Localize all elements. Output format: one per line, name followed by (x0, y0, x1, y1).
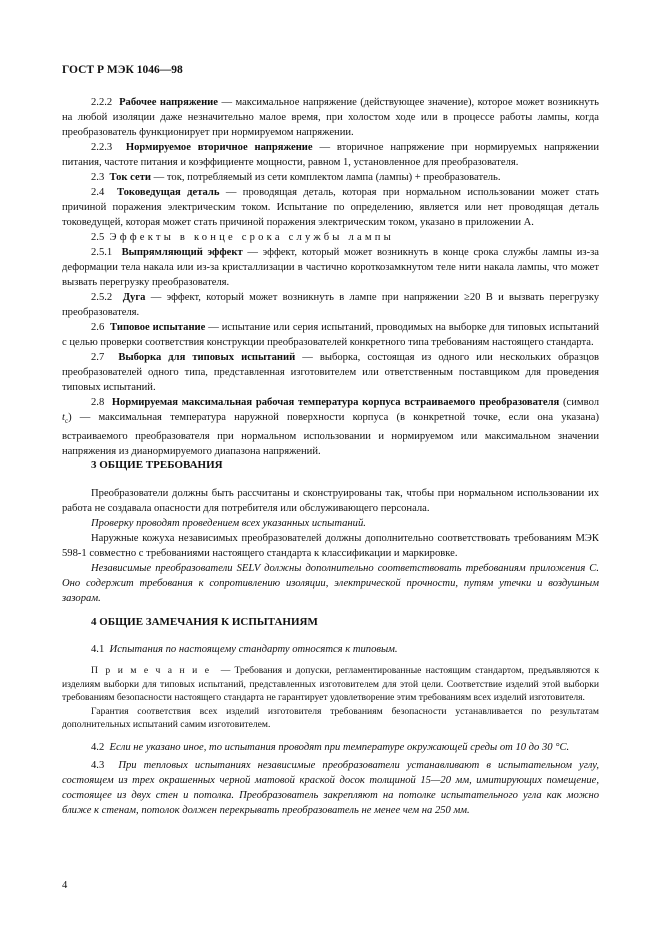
note-label: Примечание (91, 665, 217, 676)
clause-2-7: 2.7 Выборка для типовых испытаний — выборка, состоящая из одного или нескольких образцов преобразователей одного типа, представленная изготовителем или ответственным поставщиком для проведения типовых испытаний. (62, 352, 600, 393)
clause-4-1: 4.1 Испытания по настоящему стандарту относятся к типовым. (91, 644, 398, 655)
section-3-body (62, 486, 599, 606)
term: Нормируемое вторичное напряжение (125, 142, 313, 153)
spaced-title: Эффекты в конце срока службы лампы (109, 232, 394, 243)
page-number: 4 (62, 880, 68, 891)
note: Примечание — Требования и допуски, регламентированные настоящим стандартом, предъявляются к изделиям выборки для типовых испытаний, представленных изготовителем для этой цели. Соответствие изделий этой выборки требованиям безопасности настоящего стандарта не гарантирует удовлетворение этим требованиям всех изделий изготовителя. (62, 665, 599, 704)
term: Токоведущая деталь (116, 187, 220, 198)
term: Рабочее напряжение (119, 97, 218, 108)
clause-2-5-2: 2.5.2 Дуга — эффект, который может возникнуть в лампе при напряжении ≥20 В и вызвать перегрузку преобразователя. (62, 292, 600, 318)
paragraph: Проверку проводят проведением всех указанных испытаний. (91, 518, 366, 529)
term: Дуга (122, 292, 146, 303)
paragraph: Наружные кожуха независимых преобразователей должны дополнительно соответствовать требованиям МЭК 598-1 совместно с требованиями настоящего стандарта к классификации и маркировке. (62, 533, 599, 559)
clause-2-5-1: 2.5.1 Выпрямляющий эффект — эффект, который может возникнуть в конце срока службы лампы из-за деформации тела накала или из-за кристаллизации в частично короткозамкнутом теле нити накала лампы, что может вызвать перегрузку преобразователя. (62, 247, 600, 288)
clause-4-3: 4.3 При тепловых испытаниях независимые преобразователи устанавливают в испытательном углу, состоящем из трех окрашенных черной матовой краской досок толщиной 15—20 мм, имитирующих помещение, состоящее из двух стен и потолка. Преобразователь закрепляют на потолке испытательного угла как можно ближе к стенам, потолок должен перекрывать преобразователь не менее чем на 250 мм. (62, 759, 600, 816)
term: Ток сети (109, 172, 152, 183)
paragraph: Независимые преобразователи SELV должны дополнительно соответствовать требованиям приложения С. Оно содержит требования к сопротивлению изоляции, электрической прочности, путям утечки и воздушным зазорам. (62, 563, 599, 604)
term: Типовое испытание (110, 322, 206, 333)
section-4-heading: 4 ОБЩИЕ ЗАМЕЧАНИЯ К ИСПЫТАНИЯМ (91, 616, 318, 628)
note-continuation: Гарантия соответствия всех изделий изготовителя требованиям безопасности устанавливается по результатам дополнительных испытаний самим изготовителем. (62, 705, 599, 731)
term: Выборка для типовых испытаний (118, 352, 296, 363)
clause-2-8: 2.8 Нормируемая максимальная рабочая температура корпуса встраиваемого преобразователя (символ $t_c$) — максимальная температура наружной поверхности корпуса (в конкретной точке, если она указана) встраиваемого преобразователя при нормальном использовании и нормируемом или максимальном значении напряжения из дианормируемого диапазона напряжений. (62, 397, 600, 458)
clause-2-6: 2.6 Типовое испытание — испытание или серия испытаний, проводимых на выборке для типовых испытаний с целью проверки соответствия конструкции преобразователей конкретного типа требованиям настоящего стандарта. (62, 322, 599, 348)
document-header: ГОСТ Р МЭК 1046—98 (62, 64, 183, 76)
clause-2-2-3: 2.2.3 Нормируемое вторичное напряжение — вторичное напряжение при нормируемых напряжении питания, частоте питания и коэффициенте мощности, равном 1, установленное для преобразователя. (62, 142, 599, 168)
paragraph: Преобразователи должны быть рассчитаны и сконструированы так, чтобы при нормальном использовании их работа не создавала опасности для потребителя или обслуживающего персонала. (62, 488, 599, 514)
clause-2-5: 2.5 Эффекты в конце срока службы лампы (91, 232, 394, 243)
clause-2-4: 2.4 Токоведущая деталь — проводящая деталь, которая при нормальном использовании может стать причиной поражения электрическим током. Испытание по определению, является или нет проводящая деталь токоведущей, которая может стать причиной поражения электрическим током, указано в приложении А. (62, 187, 600, 228)
clause-4-2: 4.2 Если не указано иное, то испытания проводят при температуре окружающей среды от 10 до 30 °С. (91, 741, 570, 753)
definitions-block (62, 95, 599, 459)
term: Выпрямляющий эффект (121, 247, 243, 258)
clause-2-3: 2.3 Ток сети — ток, потребляемый из сети комплектом лампа (лампы) + преобразователь. (91, 172, 501, 183)
term: Нормируемая максимальная рабочая температура корпуса встраиваемого преобразователя (111, 397, 560, 408)
section-4-body (62, 642, 599, 818)
clause-2-2-2: 2.2.2 Рабочее напряжение — максимальное напряжение (действующее значение), которое может возникнуть на любой изоляции даже незначительно малое время, при холостом ходе или в процессе работы лампы, когда преобразователь функционирует при нормируемом напряжении. (62, 97, 600, 138)
section-3-heading: 3 ОБЩИЕ ТРЕБОВАНИЯ (91, 459, 223, 471)
